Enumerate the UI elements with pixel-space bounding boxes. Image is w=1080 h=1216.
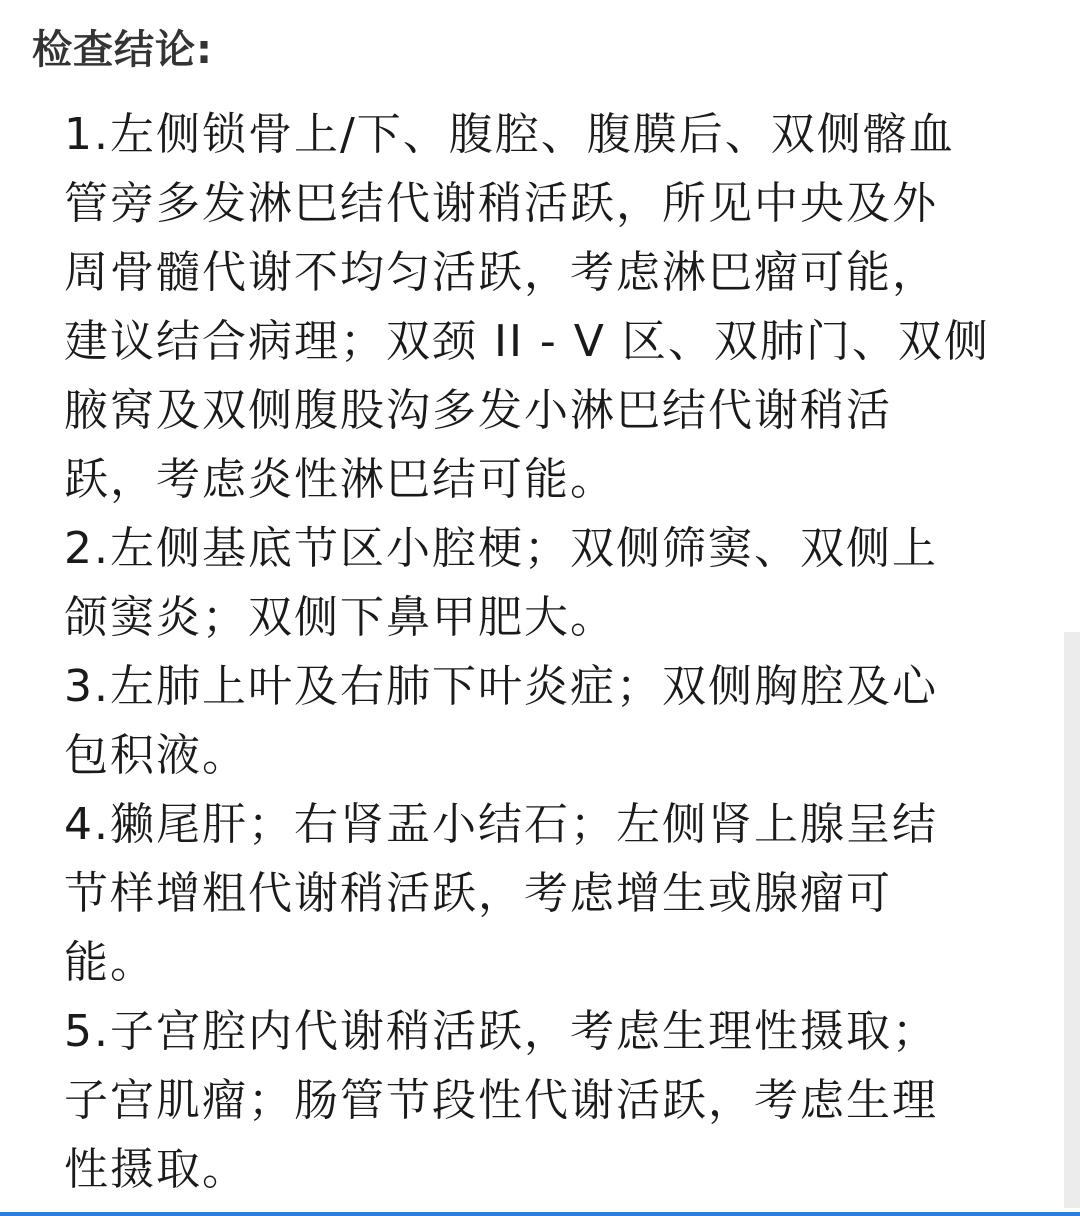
text-line: 2.左侧基底节区小腔梗；双侧筛窦、双侧上 — [64, 523, 938, 574]
conclusion-text — [64, 100, 1024, 1204]
text-line: 1.左侧锁骨上/下、腹腔、腹膜后、双侧髂血 — [64, 109, 955, 160]
text-line: 能。 — [64, 937, 156, 988]
text-line: 管旁多发淋巴结代谢稍活跃，所见中央及外 — [64, 178, 938, 229]
text-line: 节样增粗代谢稍活跃，考虑增生或腺瘤可 — [64, 868, 892, 919]
text-line: 包积液。 — [64, 730, 248, 781]
text-line: 跃，考虑炎性淋巴结可能。 — [64, 454, 616, 505]
text-line: 腋窝及双侧腹股沟多发小淋巴结代谢稍活 — [64, 385, 892, 436]
text-line: 周骨髓代谢不均匀活跃，考虑淋巴瘤可能， — [64, 247, 938, 298]
text-line: 子宫肌瘤；肠管节段性代谢活跃，考虑生理 — [64, 1075, 938, 1126]
text-line: 性摄取。 — [64, 1144, 248, 1195]
text-line: 3.左肺上叶及右肺下叶炎症；双侧胸腔及心 — [64, 661, 938, 712]
text-line: 建议结合病理；双颈 II - V 区、双肺门、双侧 — [64, 316, 990, 367]
scrollbar[interactable] — [1064, 632, 1080, 1208]
bottom-divider — [0, 1212, 1080, 1216]
page-title: 检查结论: — [32, 27, 213, 73]
text-line: 颌窦炎；双侧下鼻甲肥大。 — [64, 592, 616, 643]
text-line: 4.獭尾肝；右肾盂小结石；左侧肾上腺呈结 — [64, 799, 938, 850]
text-line: 5.子宫腔内代谢稍活跃，考虑生理性摄取； — [64, 1006, 938, 1057]
